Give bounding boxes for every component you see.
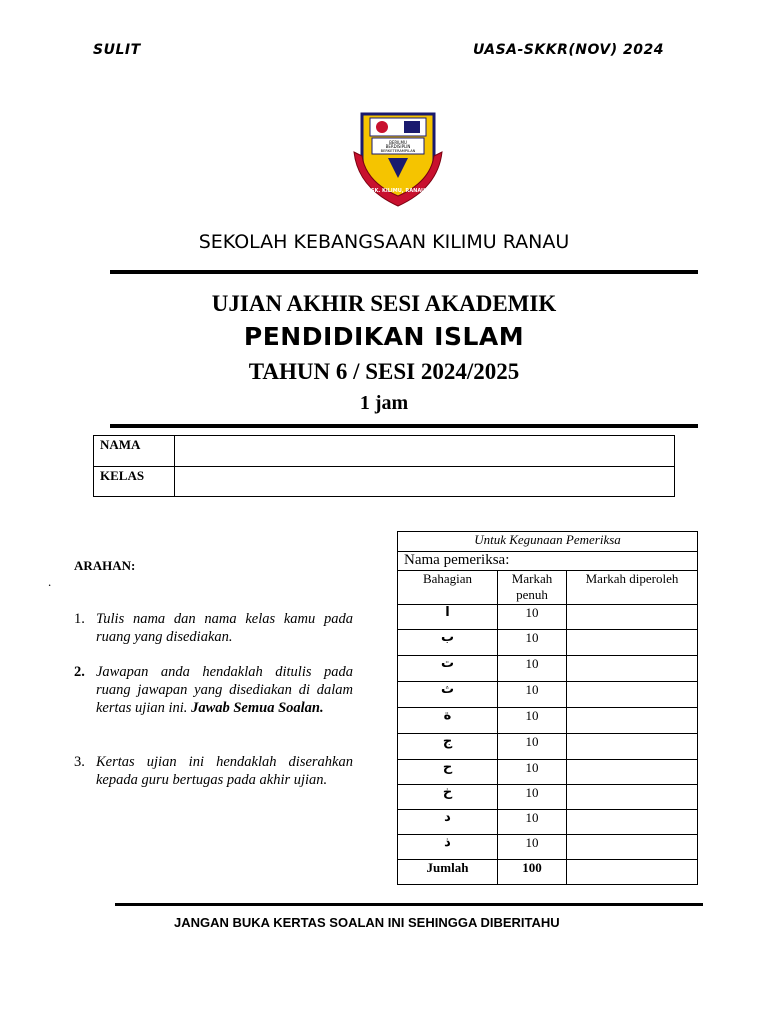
- marks-obtained-field[interactable]: [567, 682, 698, 708]
- marks-obtained-field[interactable]: [567, 630, 698, 656]
- full-marks: 10: [498, 785, 567, 810]
- examiner-table: [397, 531, 698, 885]
- instruction-number: 3.: [74, 754, 85, 770]
- instruction-text: Jawapan anda hendaklah ditulis pada ruang jawapan yang disediakan di dalam kertas ujian ini.: [96, 664, 353, 716]
- examiner-caption: Untuk Kegunaan Pemeriksa: [398, 532, 698, 552]
- section-label: ة: [398, 708, 498, 734]
- section-label: ذ: [398, 835, 498, 860]
- col-header-marks-obtained: Markah diperoleh: [567, 571, 698, 605]
- table-row: [398, 734, 698, 760]
- table-row: [398, 835, 698, 860]
- svg-text:BERILMU: BERILMU: [389, 140, 407, 145]
- section-label: ث: [398, 682, 498, 708]
- full-marks: 10: [498, 810, 567, 835]
- table-row: [398, 760, 698, 785]
- year-session: TAHUN 6 / SESI 2024/2025: [248, 359, 520, 384]
- full-marks: 10: [498, 656, 567, 682]
- section-label: ت: [398, 656, 498, 682]
- subject-title: PENDIDIKAN ISLAM: [243, 322, 525, 351]
- instructions-title: ARAHAN:: [74, 558, 136, 573]
- svg-text:BERDISIPLIN: BERDISIPLIN: [385, 144, 411, 149]
- class-field[interactable]: [175, 467, 675, 497]
- instruction-item-3: [74, 753, 353, 789]
- instruction-item-2: [74, 663, 353, 717]
- section-label: د: [398, 810, 498, 835]
- table-row: [398, 810, 698, 835]
- instruction-item-1: [74, 610, 353, 646]
- name-field[interactable]: [175, 436, 675, 467]
- title-rule: [110, 424, 698, 428]
- full-marks: 10: [498, 605, 567, 630]
- instruction-text: Kertas ujian ini hendaklah diserahkan kepada guru bertugas pada akhir ujian.: [96, 754, 353, 788]
- total-row: [398, 860, 698, 885]
- total-label: Jumlah: [398, 860, 498, 885]
- top-rule: [110, 270, 698, 274]
- examiner-name-field[interactable]: [398, 552, 698, 571]
- section-label: ا: [398, 605, 498, 630]
- marks-obtained-field[interactable]: [567, 835, 698, 860]
- instruction-text: Tulis nama dan nama kelas kamu pada ruang yang disediakan.: [96, 611, 353, 645]
- header-sulit: SULIT: [93, 42, 141, 58]
- table-row: [398, 605, 698, 630]
- examiner-name-label: Nama pemeriksa:: [404, 552, 510, 568]
- full-marks: 10: [498, 682, 567, 708]
- duration: 1 jam: [359, 392, 409, 414]
- col-header-section: Bahagian: [398, 571, 498, 605]
- table-row: [398, 682, 698, 708]
- section-label: ب: [398, 630, 498, 656]
- instruction-emphasis: Jawab Semua Soalan.: [191, 700, 324, 716]
- section-label: ج: [398, 734, 498, 760]
- table-row: [398, 708, 698, 734]
- full-marks: 10: [498, 734, 567, 760]
- col-header-full-marks: Markah penuh: [498, 571, 567, 605]
- stray-dot: .: [48, 574, 52, 589]
- school-logo: [348, 108, 448, 210]
- table-row: [398, 785, 698, 810]
- marks-obtained-field[interactable]: [567, 656, 698, 682]
- section-label: ح: [398, 760, 498, 785]
- marks-obtained-field[interactable]: [567, 734, 698, 760]
- marks-obtained-field[interactable]: [567, 708, 698, 734]
- svg-text:BERKETERAMPILAN: BERKETERAMPILAN: [380, 149, 416, 153]
- instruction-number: 1.: [74, 611, 85, 627]
- exam-title: UJIAN AKHIR SESI AKADEMIK: [211, 291, 557, 316]
- marks-obtained-field[interactable]: [567, 760, 698, 785]
- full-marks: 10: [498, 760, 567, 785]
- table-row: [398, 656, 698, 682]
- total-obtained-field[interactable]: [567, 860, 698, 885]
- full-marks: 10: [498, 835, 567, 860]
- marks-obtained-field[interactable]: [567, 810, 698, 835]
- instruction-number: 2.: [74, 664, 85, 680]
- header-paper-code: UASA-SKKR(NOV) 2024: [473, 42, 664, 58]
- total-full-marks: 100: [498, 860, 567, 885]
- svg-text:SK. KILIMU, RANAU: SK. KILIMU, RANAU: [370, 188, 426, 194]
- school-name: SEKOLAH KEBANGSAAN KILIMU RANAU: [198, 231, 570, 253]
- section-label: خ: [398, 785, 498, 810]
- marks-obtained-field[interactable]: [567, 605, 698, 630]
- table-row: [398, 630, 698, 656]
- marks-obtained-field[interactable]: [567, 785, 698, 810]
- footer-warning: JANGAN BUKA KERTAS SOALAN INI SEHINGGA DIBERITAHU: [174, 915, 560, 930]
- student-info-table: [93, 435, 675, 497]
- class-label: KELAS: [94, 467, 175, 497]
- full-marks: 10: [498, 630, 567, 656]
- footer-rule: [115, 903, 703, 906]
- name-label: NAMA: [94, 436, 175, 467]
- full-marks: 10: [498, 708, 567, 734]
